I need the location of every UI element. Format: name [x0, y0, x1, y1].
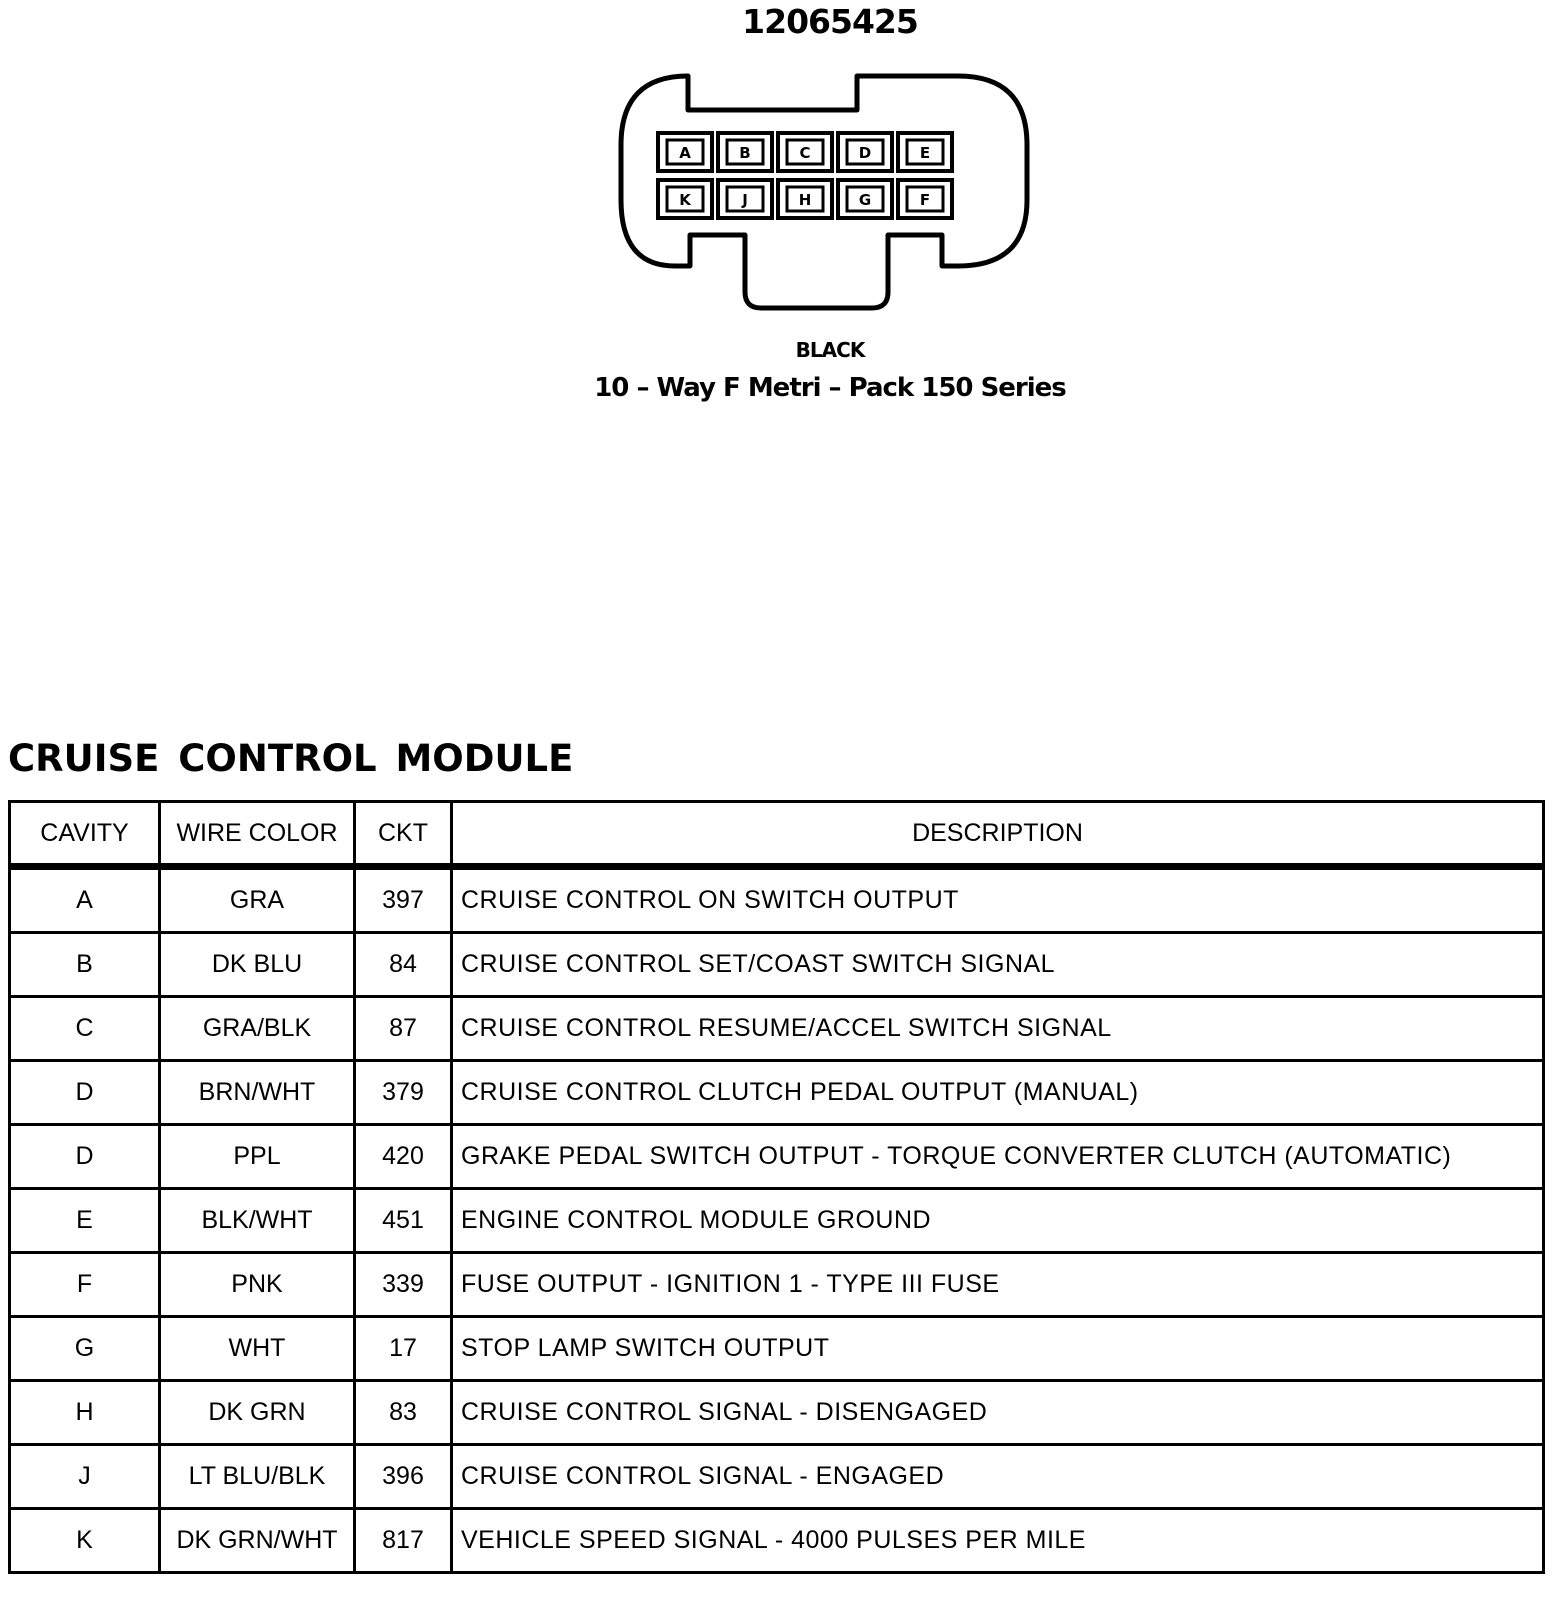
description-cell: CRUISE CONTROL SIGNAL - DISENGAGED [452, 1381, 1544, 1445]
connector-diagram [615, 70, 1035, 315]
header-cavity: CAVITY [10, 802, 160, 867]
ckt-cell: 396 [355, 1445, 452, 1509]
wire-color-cell: PPL [160, 1125, 355, 1189]
table-row [10, 1509, 1544, 1573]
cavity-label: B [739, 144, 751, 162]
wire-color-cell: WHT [160, 1317, 355, 1381]
cavity-cell: D [10, 1125, 160, 1189]
header-ckt: CKT [355, 802, 452, 867]
cavity-label: D [858, 144, 872, 162]
cavity-cell: C [10, 997, 160, 1061]
table-row [10, 933, 1544, 997]
wire-color-cell: DK BLU [160, 933, 355, 997]
connector-color-label: BLACK [795, 338, 865, 362]
ckt-cell: 83 [355, 1381, 452, 1445]
description-cell: STOP LAMP SWITCH OUTPUT [452, 1317, 1544, 1381]
cavity-label: E [919, 144, 931, 162]
wire-color-cell: DK GRN/WHT [160, 1509, 355, 1573]
description-cell: GRAKE PEDAL SWITCH OUTPUT - TORQUE CONVERTER CLUTCH (AUTOMATIC) [452, 1125, 1544, 1189]
cavity-cell: G [10, 1317, 160, 1381]
ckt-cell: 451 [355, 1189, 452, 1253]
part-number: 12065425 [742, 2, 918, 41]
description-cell: CRUISE CONTROL SIGNAL - ENGAGED [452, 1445, 1544, 1509]
ckt-cell: 817 [355, 1509, 452, 1573]
description-cell: CRUISE CONTROL RESUME/ACCEL SWITCH SIGNAL [452, 997, 1544, 1061]
cavity-label: K [679, 191, 691, 209]
wire-color-cell: GRA/BLK [160, 997, 355, 1061]
description-cell: CRUISE CONTROL ON SWITCH OUTPUT [452, 867, 1544, 933]
ckt-cell: 420 [355, 1125, 452, 1189]
wire-color-cell: LT BLU/BLK [160, 1445, 355, 1509]
wire-color-cell: PNK [160, 1253, 355, 1317]
wire-color-cell: BLK/WHT [160, 1189, 355, 1253]
table-row [10, 1445, 1544, 1509]
header-wire-color: WIRE COLOR [160, 802, 355, 867]
ckt-cell: 87 [355, 997, 452, 1061]
cavity-cell: K [10, 1509, 160, 1573]
cavity-label: J [742, 191, 748, 209]
wire-color-cell: BRN/WHT [160, 1061, 355, 1125]
description-cell: FUSE OUTPUT - IGNITION 1 - TYPE III FUSE [452, 1253, 1544, 1317]
cavity-cell: D [10, 1061, 160, 1125]
description-cell: ENGINE CONTROL MODULE GROUND [452, 1189, 1544, 1253]
header-description: DESCRIPTION [452, 802, 1544, 867]
section-title: CRUISE CONTROL MODULE [8, 737, 574, 780]
description-cell: CRUISE CONTROL SET/COAST SWITCH SIGNAL [452, 933, 1544, 997]
table-header-row [10, 802, 1544, 867]
wire-color-cell: DK GRN [160, 1381, 355, 1445]
cavity-cell: F [10, 1253, 160, 1317]
cavity-cell: E [10, 1189, 160, 1253]
cavity-label: F [919, 191, 931, 209]
pinout-table [8, 800, 1545, 1574]
table-row [10, 867, 1544, 933]
cavity-label: C [799, 144, 811, 162]
description-cell: CRUISE CONTROL CLUTCH PEDAL OUTPUT (MANUAL) [452, 1061, 1544, 1125]
table-row [10, 1381, 1544, 1445]
ckt-cell: 397 [355, 867, 452, 933]
table-row [10, 1061, 1544, 1125]
table-row [10, 1189, 1544, 1253]
ckt-cell: 379 [355, 1061, 452, 1125]
cavity-grid [658, 133, 952, 218]
ckt-cell: 17 [355, 1317, 452, 1381]
ckt-cell: 84 [355, 933, 452, 997]
table-row [10, 1125, 1544, 1189]
cavity-label: A [679, 144, 691, 162]
table-row [10, 1253, 1544, 1317]
table-row [10, 1317, 1544, 1381]
cavity-cell: B [10, 933, 160, 997]
wire-color-cell: GRA [160, 867, 355, 933]
cavity-label: H [798, 191, 812, 209]
cavity-cell: A [10, 867, 160, 933]
description-cell: VEHICLE SPEED SIGNAL - 4000 PULSES PER MILE [452, 1509, 1544, 1573]
cavity-label: G [858, 191, 872, 209]
ckt-cell: 339 [355, 1253, 452, 1317]
cavity-cell: J [10, 1445, 160, 1509]
table-row [10, 997, 1544, 1061]
cavity-cell: H [10, 1381, 160, 1445]
connector-type-label: 10 – Way F Metri – Pack 150 Series [594, 373, 1066, 403]
